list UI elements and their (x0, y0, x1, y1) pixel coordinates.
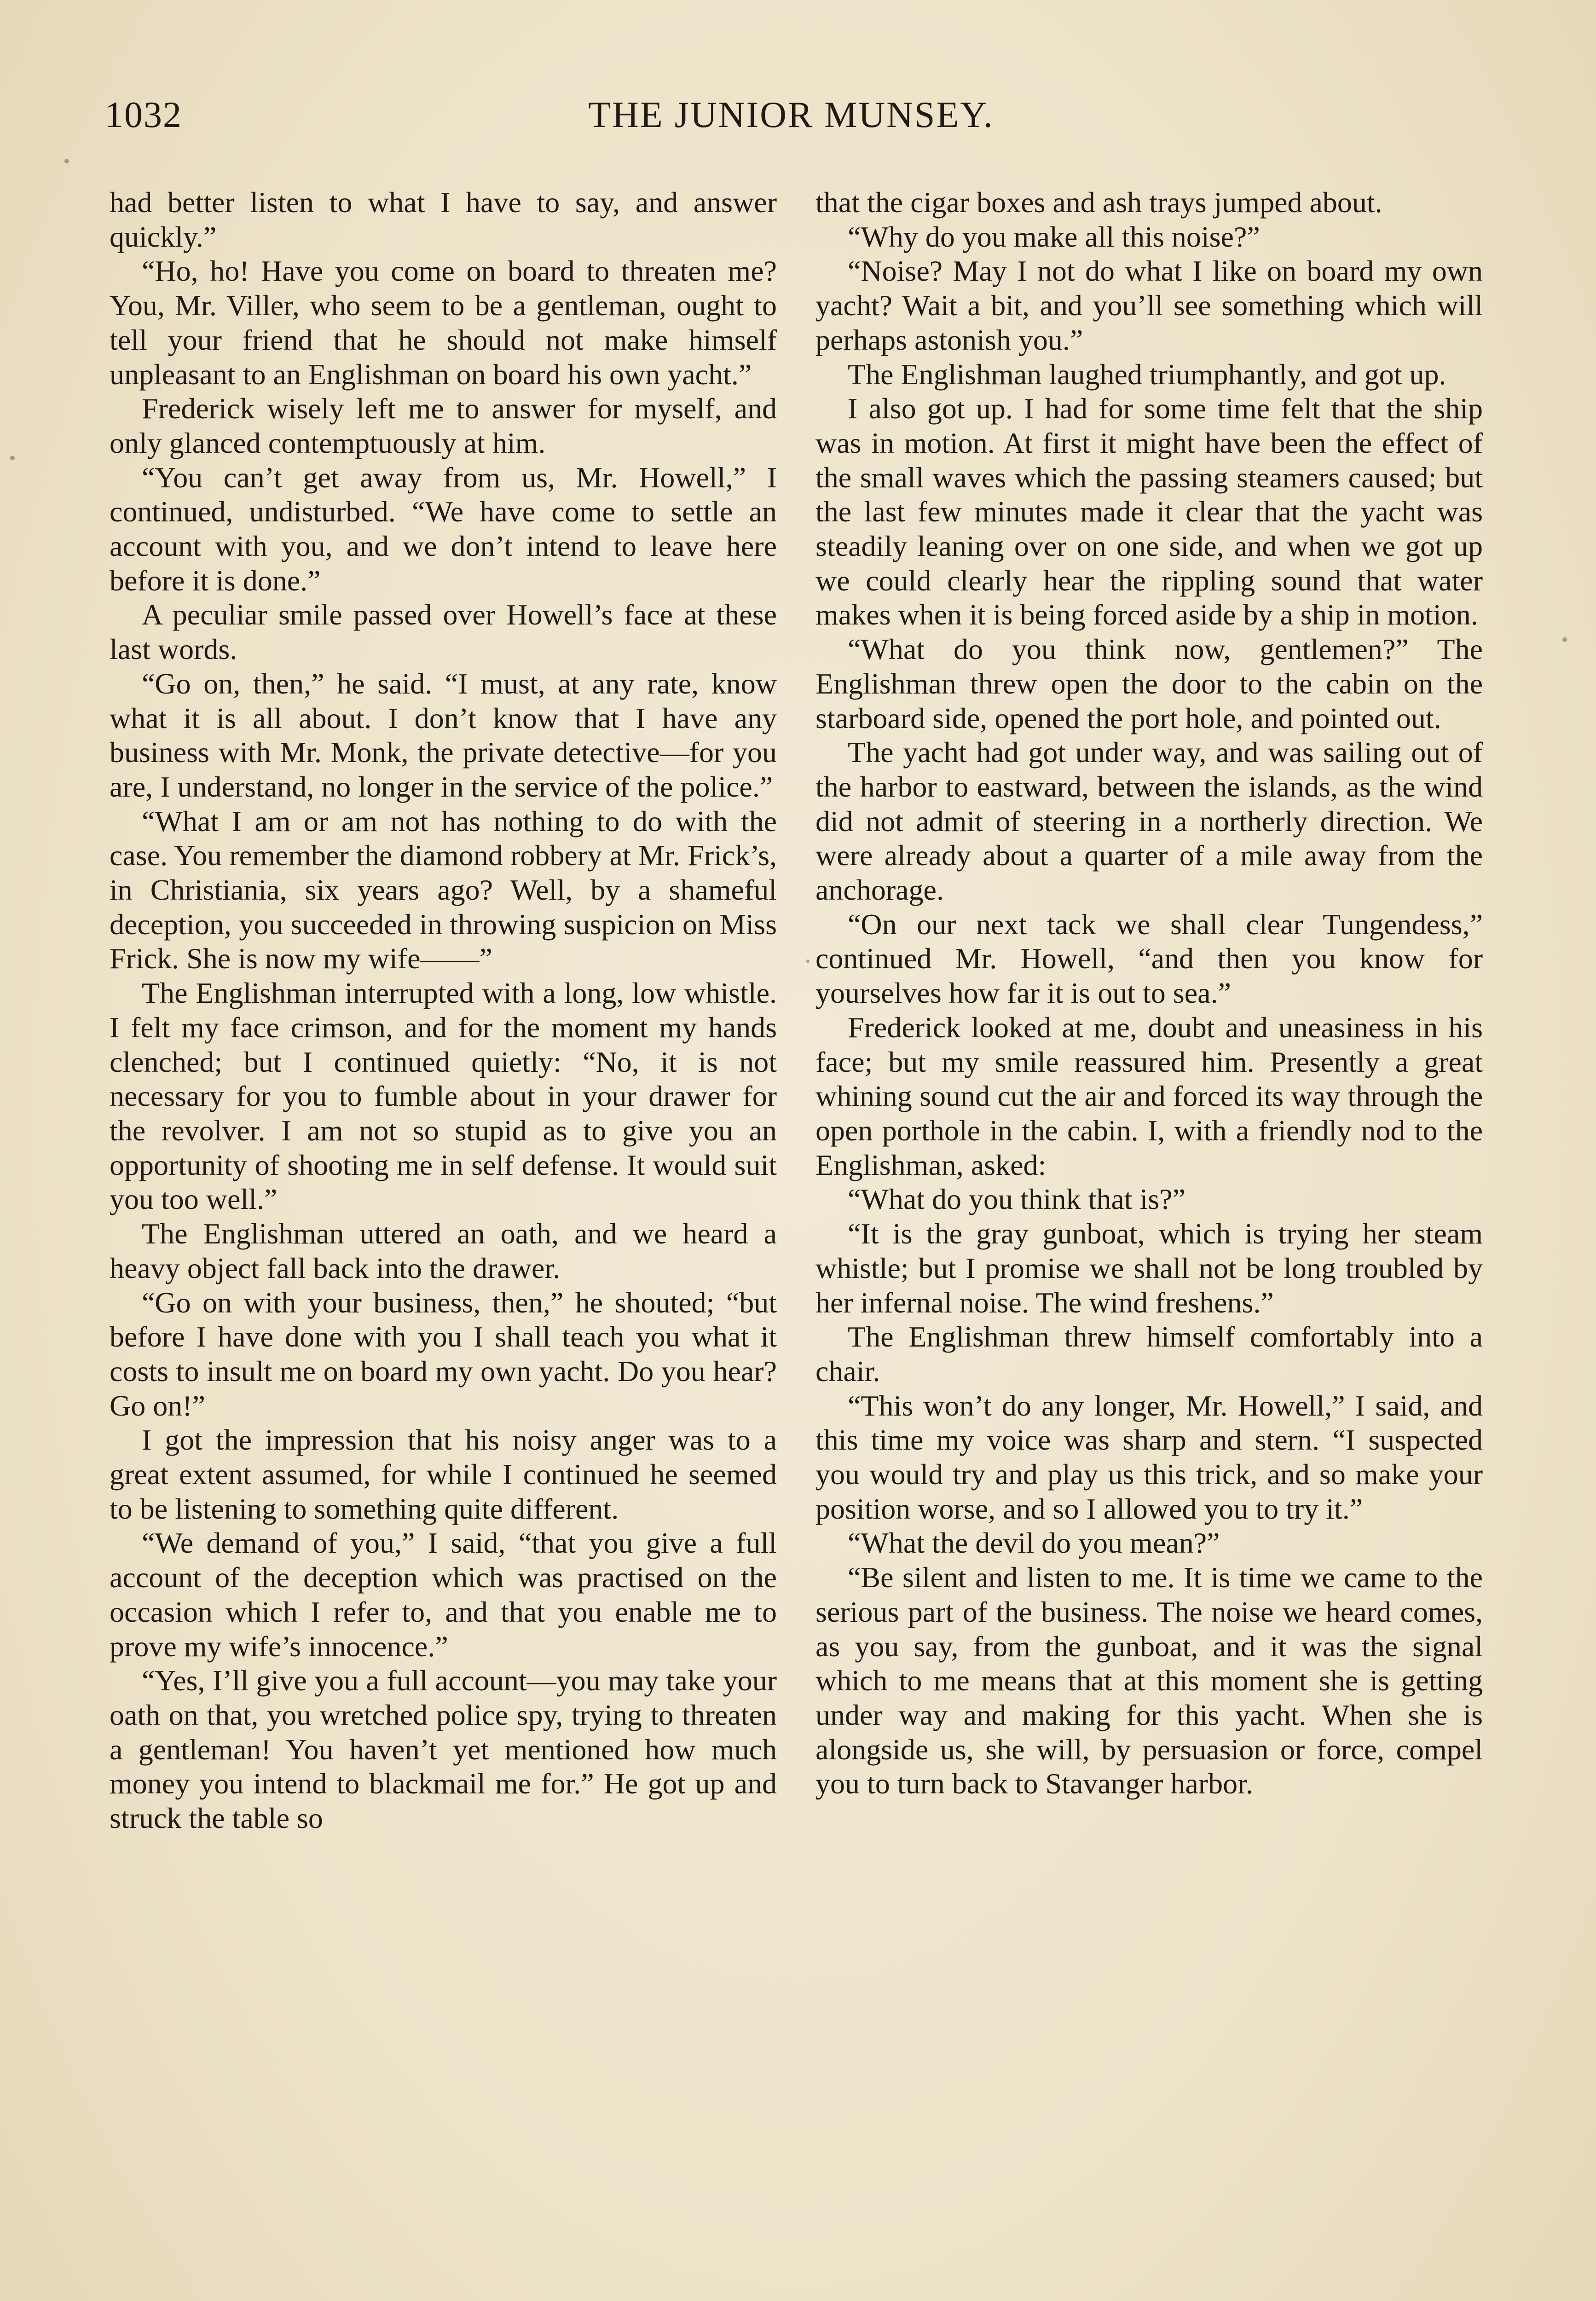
paragraph: that the cigar boxes and ash trays jumped about. (815, 186, 1382, 219)
paragraph: I also got up. I had for some time felt that the ship was in motion. At first it might have been the effect of the small waves which the passing steamers caused; but the last few minutes made it clear that the yacht was steadily leaning over on one side, and when we got up we could clearly hear the rippling sound that water makes when it is being forced aside by a ship in motion. (815, 392, 1483, 631)
paragraph: “What do you think now, gentlemen?” The Englishman threw open the door to the cabin on the starboard side, opened the port hole, and pointed out. (815, 633, 1483, 734)
running-title: THE JUNIOR MUNSEY. (588, 95, 994, 135)
page-number: 1032 (105, 95, 182, 135)
paragraph: “We demand of you,” I said, “that you give a full account of the deception which was practised on the occasion which I refer to, and that you enable me to prove my wife’s innocence.” (110, 1526, 777, 1663)
speck (1562, 637, 1567, 642)
paragraph: “This won’t do any longer, Mr. Howell,” I said, and this time my voice was sharp and stern. “I suspected you would try and play us this trick, and so make your position worse, and so I allowed you to try it.” (815, 1389, 1483, 1525)
paragraph: “Be silent and listen to me. It is time we came to the serious part of the business. The noise we heard comes, as you say, from the gunboat, and it was the signal which to me means that at this moment she is getting under way and making for this yacht. When she is alongside us, she will, by persuasion or force, compel you to turn back to Stavanger harbor. (815, 1561, 1483, 1800)
paragraph: I got the impression that his noisy anger was to a great extent assumed, for while I continued he seemed to be listening to something quite different. (110, 1423, 777, 1525)
paragraph: The Englishman uttered an oath, and we heard a heavy object fall back into the drawer. (110, 1217, 777, 1284)
paragraph: The Englishman laughed triumphantly, and got up. (848, 358, 1446, 391)
speck (806, 960, 810, 963)
paragraph: “You can’t get away from us, Mr. Howell,” I continued, undisturbed. “We have come to settle an account with you, and we don’t intend to leave here before it is done.” (110, 461, 777, 597)
paragraph: “Go on, then,” he said. “I must, at any rate, know what it is all about. I don’t know that I have any business with Mr. Monk, the private detective—for you are, I understand, no longer in the service of the police.” (110, 667, 777, 803)
speck (64, 159, 69, 163)
page-header (105, 94, 1477, 145)
paragraph: “Why do you make all this noise?” (848, 220, 1260, 253)
paragraph: “Noise? May I not do what I like on board my own yacht? Wait a bit, and you’ll see something which will perhaps astonish you.” (815, 254, 1483, 356)
paragraph: “What the devil do you mean?” (848, 1526, 1220, 1560)
paragraph: “What do you think that is?” (848, 1183, 1186, 1216)
speck (10, 456, 15, 460)
paragraph: had better listen to what I have to say, and answer quickly.” (110, 186, 777, 253)
paragraph: A peculiar smile passed over Howell’s face at these last words. (110, 598, 777, 666)
paragraph: “Yes, I’ll give you a full account—you may take your oath on that, you wretched police spy, trying to threaten a gentleman! You haven’t yet mentioned how much money you intend to blackmail me for.” He got up and struck the table so (110, 1664, 777, 1835)
paragraph: “What I am or am not has nothing to do with the case. You remember the diamond robbery at Mr. Frick’s, in Christiania, six years ago? Well, by a shameful deception, you succeeded in throwing suspicion on Miss Frick. She is now my wife——” (110, 804, 777, 975)
paragraph: “On our next tack we shall clear Tungendess,” continued Mr. Howell, “and then you know for yourselves how far it is out to sea.” (815, 908, 1483, 1010)
paragraph: “It is the gray gunboat, which is trying her steam whistle; but I promise we shall not be long troubled by her infernal noise. The wind freshens.” (815, 1217, 1483, 1319)
paragraph: The yacht had got under way, and was sailing out of the harbor to eastward, between the islands, as the wind did not admit of steering in a northerly direction. We were already about a quarter of a mile away from the anchorage. (815, 736, 1483, 907)
paragraph: “Go on with your business, then,” he shouted; “but before I have done with you I shall teach you what it costs to insult me on board my own yacht. Do you hear? Go on!” (110, 1286, 777, 1422)
left-column (110, 185, 777, 1836)
paragraph: The Englishman threw himself comfortably into a chair. (815, 1320, 1483, 1388)
paragraph: “Ho, ho! Have you come on board to threaten me? You, Mr. Viller, who seem to be a gentleman, ought to tell your friend that he should not make himself unpleasant to an Englishman on board his own yacht.” (110, 254, 777, 391)
paragraph: Frederick wisely left me to answer for myself, and only glanced contemptuously at him. (110, 392, 777, 459)
paragraph: The Englishman interrupted with a long, low whistle. I felt my face crimson, and for the moment my hands clenched; but I continued quietly: “No, it is not necessary for you to fumble about in your drawer for the revolver. I am not so stupid as to give you an opportunity of shooting me in self defense. It would suit you too well.” (110, 977, 777, 1216)
paragraph: Frederick looked at me, doubt and uneasiness in his face; but my smile reassured him. Presently a great whining sound cut the air and forced its way through the open porthole in the cabin. I, with a friendly nod to the Englishman, asked: (815, 1011, 1483, 1181)
right-column (815, 185, 1483, 1801)
